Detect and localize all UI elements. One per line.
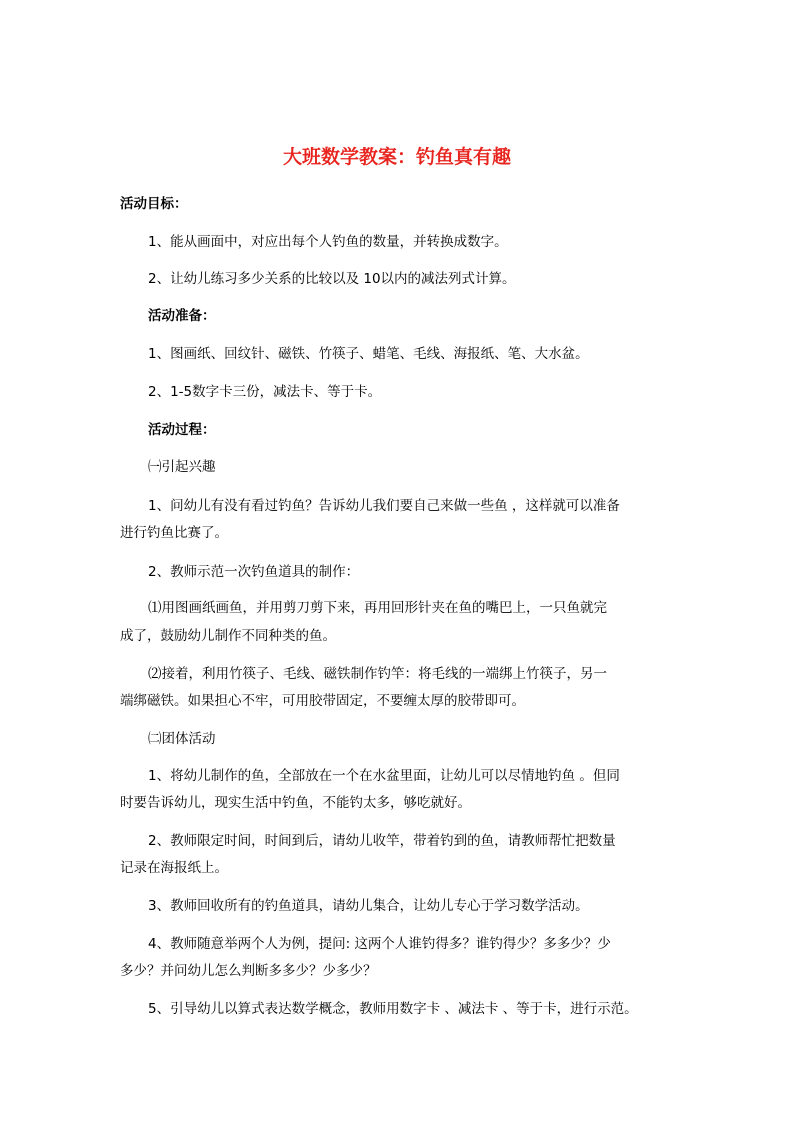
section-heading-goals: 活动目标：	[120, 196, 188, 212]
paragraph-line: 1、图画纸、回纹针、磁铁、竹筷子、蜡笔、毛线、海报纸、笔、大水盆。	[148, 346, 589, 362]
paragraph-line: 2、教师示范一次钓鱼道具的制作：	[148, 564, 360, 580]
subsection-heading-interest: ㈠引起兴趣	[148, 459, 216, 475]
paragraph-line: ⑴用图画纸画鱼，并用剪刀剪下来，再用回形针夹在鱼的嘴巴上，一只鱼就完	[148, 600, 607, 616]
paragraph-line: 5、引导幼儿以算式表达数学概念，教师用数字卡 、减法卡 、等于卡，进行示范。	[148, 1001, 638, 1017]
paragraph-line: 2、让幼儿练习多少关系的比较以及 10以内的减法列式计算。	[148, 271, 516, 287]
paragraph-line: 1、问幼儿有没有看过钓鱼？告诉幼儿我们要自己来做一些鱼 ，这样就可以准备	[148, 498, 620, 514]
paragraph-line: 1、将幼儿制作的鱼，全部放在一个在水盆里面，让幼儿可以尽情地钓鱼 。但同	[148, 768, 620, 784]
paragraph-line: 4、教师随意举两个人为例，提问: 这两个人谁钓得多？谁钓得少？多多少？少	[148, 936, 611, 952]
section-heading-preparation: 活动准备：	[148, 308, 216, 324]
subsection-heading-group-activity: ㈡团体活动	[148, 731, 216, 747]
paragraph-line: 时要告诉幼儿，现实生活中钓鱼，不能钓太多，够吃就好。	[120, 795, 471, 811]
section-heading-process: 活动过程：	[148, 422, 216, 438]
paragraph-line: 1、能从画面中，对应出每个人钓鱼的数量，并转换成数字。	[148, 234, 508, 250]
paragraph-line: 3、教师回收所有的钓鱼道具，请幼儿集合，让幼儿专心于学习数学活动。	[148, 898, 589, 914]
document-title: 大班数学教案：钓鱼真有趣	[282, 146, 511, 168]
paragraph-line: 成了，鼓励幼儿制作不同种类的鱼。	[120, 628, 336, 644]
paragraph-line: ⑵接着，利用竹筷子、毛线、磁铁制作钓竿：将毛线的一端绑上竹筷子，另一	[148, 666, 607, 682]
paragraph-line: 2、教师限定时间，时间到后，请幼儿收竿，带着钓到的鱼，请教师帮忙把数量	[148, 833, 616, 849]
paragraph-line: 多少？并问幼儿怎么判断多多少？少多少？	[120, 963, 377, 979]
paragraph-line: 端绑磁铁。如果担心不牢，可用胶带固定，不要缠太厚的胶带即可。	[120, 693, 525, 709]
paragraph-line: 记录在海报纸上。	[120, 860, 228, 876]
paragraph-line: 2、1-5数字卡三份，减法卡、等于卡。	[148, 384, 382, 400]
paragraph-line: 进行钓鱼比赛了。	[120, 525, 228, 541]
